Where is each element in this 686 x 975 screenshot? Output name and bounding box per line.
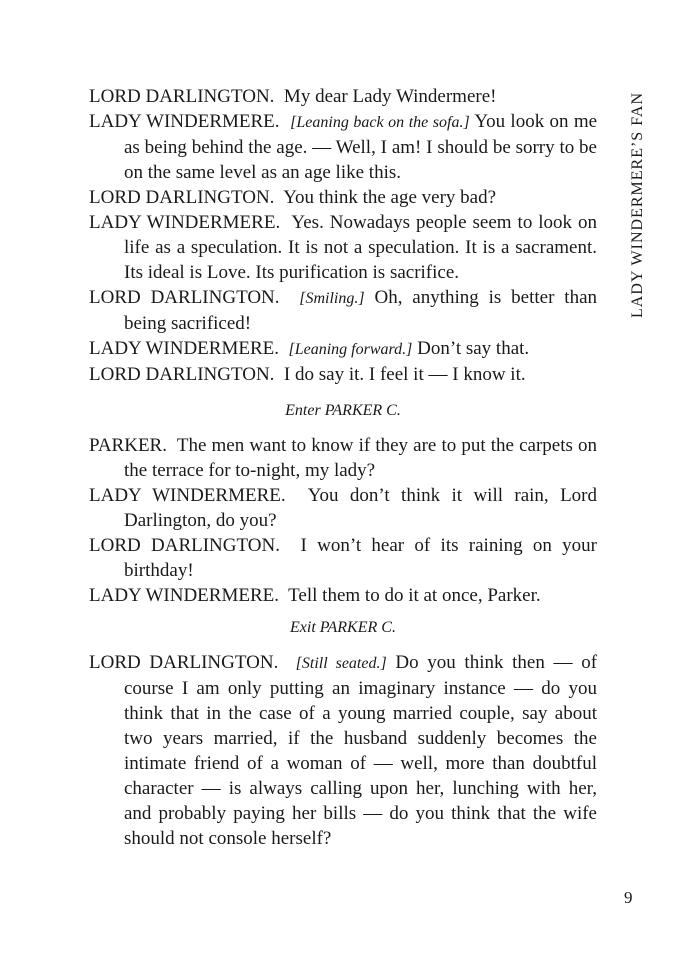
speech (89, 362, 597, 387)
speaker-name: LADY WINDERMERE. (89, 111, 280, 132)
dialogue: You look on me as being behind the age. — Well, I am! I should be sorry to be on the same level as an age like this. (124, 111, 598, 183)
speaker-name: LORD DARLINGTON. (89, 86, 275, 107)
dialogue: Do you think then — of course I am only putting an imaginary instance — do you think that in the case of a young married couple, say about two years married, if the husband suddenly becomes the intimate friend of a woman of — well, more than doubtful character — is always calling upon her, lunching with her, and probably paying her bills — do you think that the wife should not console herself? (124, 652, 598, 849)
speech (89, 533, 597, 583)
stage-direction: [Leaning back on the sofa.] (290, 114, 470, 131)
speech (89, 483, 597, 533)
speaker-name: PARKER. (89, 435, 167, 456)
speech (89, 109, 597, 185)
stage-direction: [Leaning forward.] (288, 341, 413, 358)
stage-direction-exit: Exit PARKER C. (290, 619, 396, 636)
dialogue: Oh, anything is better than being sacrificed! (124, 287, 597, 334)
running-head: LADY WINDERMERE’S FAN (629, 91, 646, 318)
speech (89, 336, 597, 362)
page-number: 9 (624, 888, 633, 907)
speech (89, 210, 597, 285)
speech (89, 285, 597, 336)
play-text (89, 84, 597, 851)
dialogue: You don’t think it will rain, Lord Darlington, do you? (124, 485, 598, 531)
speaker-name: LADY WINDERMERE. (89, 585, 279, 606)
speaker-name: LORD DARLINGTON. (89, 364, 275, 385)
stage-direction: [Smiling.] (299, 290, 365, 307)
dialogue: Don’t say that. (417, 338, 530, 359)
speaker-name: LADY WINDERMERE. (89, 485, 286, 506)
speaker-name: LORD DARLINGTON. (89, 652, 279, 673)
speech (89, 650, 597, 851)
speaker-name: LORD DARLINGTON. (89, 287, 280, 308)
speaker-name: LORD DARLINGTON. (89, 187, 275, 208)
dialogue: You think the age very bad? (283, 187, 497, 208)
speech (89, 583, 597, 608)
dialogue: I won’t hear of its raining on your birthday! (124, 535, 597, 581)
speaker-name: LADY WINDERMERE. (89, 338, 279, 359)
speaker-name: LORD DARLINGTON. (89, 535, 280, 556)
dialogue: Yes. Nowadays people seem to look on life as a speculation. It is not a speculation. It is a sacrament. Its ideal is Love. Its purification is sacrifice. (124, 212, 598, 283)
dialogue: Tell them to do it at once, Parker. (288, 585, 541, 606)
speech (89, 433, 597, 483)
speaker-name: LADY WINDERMERE. (89, 212, 281, 233)
speech (89, 84, 597, 109)
dialogue: I do say it. I feel it — I know it. (283, 364, 526, 385)
speech (89, 185, 597, 210)
dialogue: The men want to know if they are to put the carpets on the terrace for to-night, my lady? (124, 435, 597, 481)
dialogue: My dear Lady Windermere! (283, 86, 497, 107)
stage-direction-entrance: Enter PARKER C. (285, 402, 401, 419)
stage-direction: [Still seated.] (295, 655, 387, 672)
